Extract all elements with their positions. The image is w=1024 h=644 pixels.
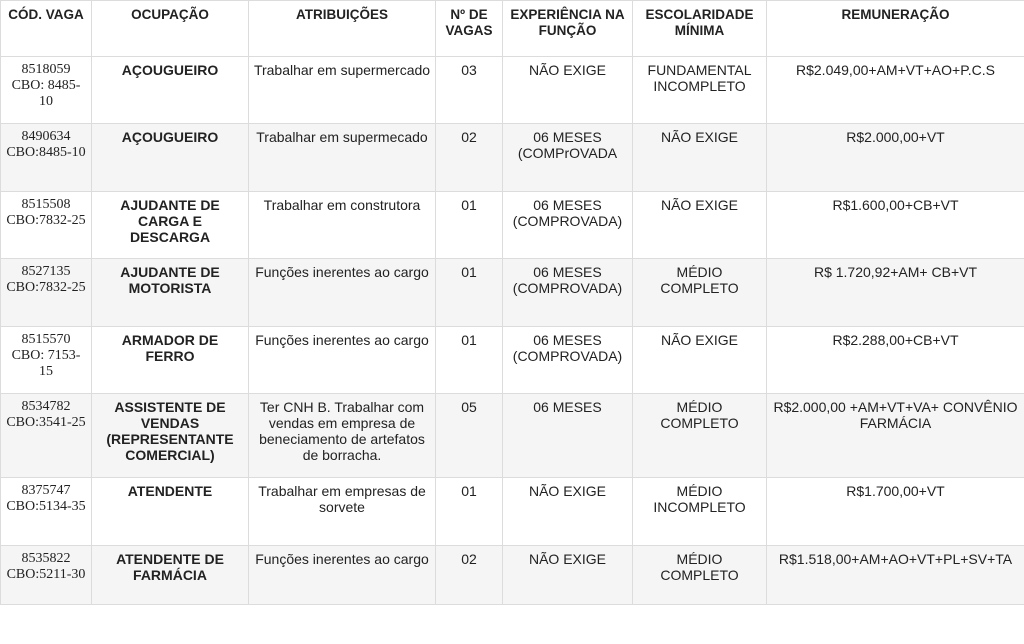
table-row	[1, 327, 1024, 394]
cell-education: NÃO EXIGE	[633, 192, 767, 259]
header-ocupacao: OCUPAÇÃO	[92, 1, 249, 57]
cell-experience: 06 MESES (COMPROVADA)	[503, 327, 633, 394]
cell-occupation: AÇOUGUEIRO	[92, 57, 249, 124]
cell-pay: R$2.049,00+AM+VT+AO+P.C.S	[767, 57, 1024, 124]
cell-education: FUNDAMENTAL INCOMPLETO	[633, 57, 767, 124]
cell-experience: 06 MESES (COMPROVADA)	[503, 192, 633, 259]
cell-duties: Trabalhar em supermercado	[249, 57, 436, 124]
cell-duties: Funções inerentes ao cargo	[249, 546, 436, 605]
cell-code: 8535822 CBO:5211-30	[1, 546, 92, 605]
cell-pay: R$2.288,00+CB+VT	[767, 327, 1024, 394]
cell-occupation: AJUDANTE DE MOTORISTA	[92, 259, 249, 327]
table-row	[1, 546, 1024, 605]
cell-pay: R$2.000,00 +AM+VT+VA+ CONVÊNIO FARMÁCIA	[767, 394, 1024, 478]
cell-vacancies: 01	[436, 259, 503, 327]
cell-code: 8518059 CBO: 8485-10	[1, 57, 92, 124]
cell-occupation: ATENDENTE	[92, 478, 249, 546]
cell-pay: R$1.518,00+AM+AO+VT+PL+SV+TA	[767, 546, 1024, 605]
cell-duties: Trabalhar em construtora	[249, 192, 436, 259]
header-codigo-vaga: CÓD. VAGA	[1, 1, 92, 57]
cell-occupation: ATENDENTE DE FARMÁCIA	[92, 546, 249, 605]
cell-code: 8515570 CBO: 7153-15	[1, 327, 92, 394]
cell-duties: Ter CNH B. Trabalhar com vendas em empresa de beneciamento de artefatos de borracha.	[249, 394, 436, 478]
cell-duties: Trabalhar em supermecado	[249, 124, 436, 192]
cell-education: MÉDIO COMPLETO	[633, 546, 767, 605]
cell-experience: NÃO EXIGE	[503, 57, 633, 124]
cell-vacancies: 01	[436, 478, 503, 546]
cell-vacancies: 02	[436, 546, 503, 605]
cell-vacancies: 01	[436, 327, 503, 394]
header-escolaridade: ESCOLARIDADE MÍNIMA	[633, 1, 767, 57]
cell-duties: Funções inerentes ao cargo	[249, 259, 436, 327]
cell-occupation: ASSISTENTE DE VENDAS (REPRESENTANTE COMERCIAL)	[92, 394, 249, 478]
cell-education: MÉDIO COMPLETO	[633, 259, 767, 327]
cell-experience: 06 MESES (COMPROVADA)	[503, 259, 633, 327]
cell-duties: Funções inerentes ao cargo	[249, 327, 436, 394]
table-header-row	[1, 1, 1024, 57]
table-row	[1, 192, 1024, 259]
cell-experience: NÃO EXIGE	[503, 546, 633, 605]
cell-education: NÃO EXIGE	[633, 327, 767, 394]
cell-experience: NÃO EXIGE	[503, 478, 633, 546]
cell-pay: R$ 1.720,92+AM+ CB+VT	[767, 259, 1024, 327]
table-row	[1, 259, 1024, 327]
cell-code: 8490634 CBO:8485-10	[1, 124, 92, 192]
cell-code: 8375747 CBO:5134-35	[1, 478, 92, 546]
cell-education: NÃO EXIGE	[633, 124, 767, 192]
cell-vacancies: 02	[436, 124, 503, 192]
cell-occupation: AÇOUGUEIRO	[92, 124, 249, 192]
cell-education: MÉDIO INCOMPLETO	[633, 478, 767, 546]
cell-experience: 06 MESES (COMPrOVADA	[503, 124, 633, 192]
cell-pay: R$1.700,00+VT	[767, 478, 1024, 546]
cell-duties: Trabalhar em empresas de sorvete	[249, 478, 436, 546]
table-row	[1, 394, 1024, 478]
cell-pay: R$2.000,00+VT	[767, 124, 1024, 192]
table-row	[1, 57, 1024, 124]
cell-occupation: ARMADOR DE FERRO	[92, 327, 249, 394]
table-row	[1, 478, 1024, 546]
cell-code: 8534782 CBO:3541-25	[1, 394, 92, 478]
header-num-vagas: Nº DE VAGAS	[436, 1, 503, 57]
header-atribuicoes: ATRIBUIÇÕES	[249, 1, 436, 57]
cell-code: 8515508 CBO:7832-25	[1, 192, 92, 259]
cell-vacancies: 01	[436, 192, 503, 259]
cell-education: MÉDIO COMPLETO	[633, 394, 767, 478]
cell-occupation: AJUDANTE DE CARGA E DESCARGA	[92, 192, 249, 259]
header-experiencia: EXPERIÊNCIA NA FUNÇÃO	[503, 1, 633, 57]
cell-vacancies: 03	[436, 57, 503, 124]
cell-experience: 06 MESES	[503, 394, 633, 478]
cell-code: 8527135 CBO:7832-25	[1, 259, 92, 327]
table-row	[1, 124, 1024, 192]
cell-vacancies: 05	[436, 394, 503, 478]
header-remuneracao: REMUNERAÇÃO	[767, 1, 1024, 57]
cell-pay: R$1.600,00+CB+VT	[767, 192, 1024, 259]
